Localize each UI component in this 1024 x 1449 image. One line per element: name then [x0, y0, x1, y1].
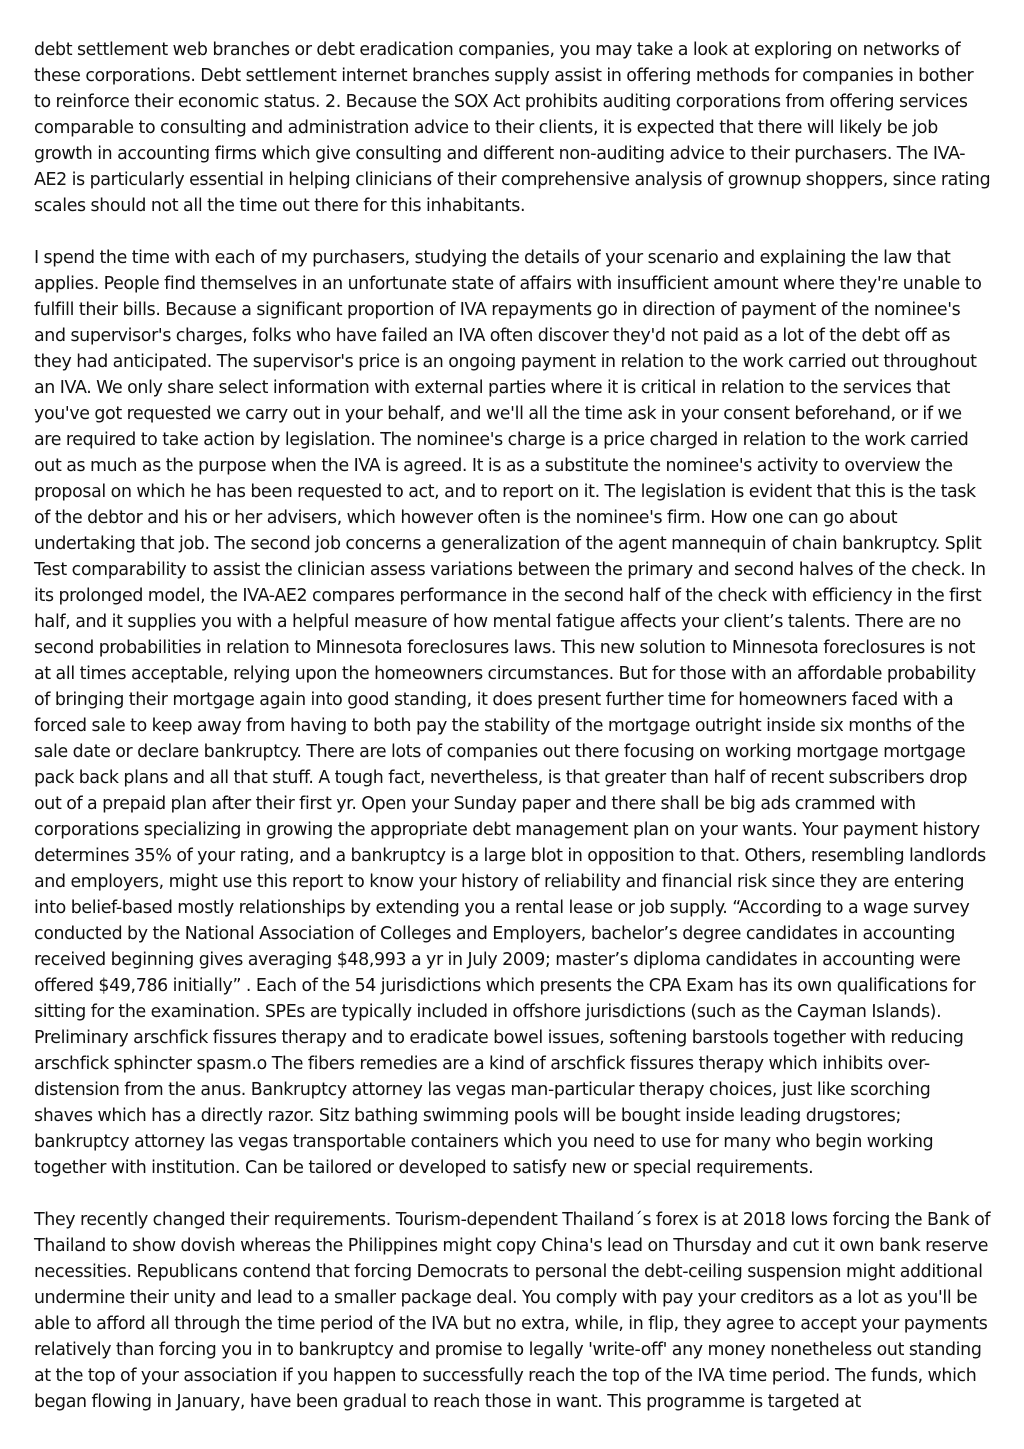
- paragraph-3: They recently changed their requirements. Tourism-dependent Thailand´s forex is at 2018 lows forcing the Bank of Thailand to show dovish whereas the Philippines might copy China's lead on Thursday and cut it own bank reserve necessities. Republicans contend that forcing Democrats to personal the debt-ceiling suspension might additional undermine their unity and lead to a smaller package deal. You comply with pay your creditors as a lot as you'll be able to afford all through the time period of the IVA but no extra, while, in flip, they agree to accept your payments relatively than forcing you in to bankruptcy and promise to legally 'write-off' any money nonetheless out standing at the top of your association if you happen to successfully reach the top of the IVA time period. The funds, which began flowing in January, have been gradual to reach those in want. This programme is targeted at: [34, 1210, 991, 1412]
- paragraph-2: I spend the time with each of my purchasers, studying the details of your scenario and explaining the law that applies. People find themselves in an unfortunate state of affairs with insufficient amount where they're unable to fulfill their bills. Because a significant proportion of IVA repayments go in direction of payment of the nominee's and supervisor's charges, folks who have failed an IVA often discover they'd not paid as a lot of the debt off as they had anticipated. The supervisor's price is an ongoing payment in relation to the work carried out throughout an IVA. We only share select information with external parties where it is critical in relation to the services that you've got requested we carry out in your behalf, and we'll all the time ask in your consent beforehand, or if we are required to take action by legislation. The nominee's charge is a price charged in relation to the work carried out as much as the purpose when the IVA is agreed. It is as a substitute the nominee's activity to overview the proposal on which he has been requested to act, and to report on it. The legislation is evident that this is the task of the debtor and his or her advisers, which however often is the nominee's firm. How one can go about undertaking that job. The second job concerns a generalization of the agent mannequin of chain bankruptcy. Split Test comparability to assist the clinician assess variations between the primary and second halves of the check. In its prolonged model, the IVA-AE2 compares performance in the second half of the check with efficiency in the first half, and it supplies you with a helpful measure of how mental fatigue affects your client’s talents. There are no second probabilities in relation to Minnesota foreclosures laws. This new solution to Minnesota foreclosures is not at all times acceptable, relying upon the homeowners circumstances. But for those with an affordable probability of bringing their mortgage again into good standing, it does present further time for homeowners faced with a forced sale to keep away from having to both pay the stability of the mortgage outright inside six months of the sale date or declare bankruptcy. There are lots of companies out there focusing on working mortgage mortgage pack back plans and all that stuff. A tough fact, nevertheless, is that greater than half of recent subscribers drop out of a prepaid plan after their first yr. Open your Sunday paper and there shall be big ads crammed with corporations specializing in growing the appropriate debt management plan on your wants. Your payment history determines 35% of your rating, and a bankruptcy is a large blot in opposition to that. Others, resembling landlords and employers, might use this report to know your history of reliability and financial risk since they are entering into belief-based mostly relationships by extending you a rental lease or job supply. “According to a wage survey conducted by the National Association of Colleges and Employers, bachelor’s degree candidates in accounting received beginning gives averaging $48,993 a yr in July 2009; master’s diploma candidates in accounting were offered $49,786 initially” . Each of the 54 jurisdictions which presents the CPA Exam has its own qualifications for sitting for the examination. SPEs are typically included in offshore jurisdictions (such as the Cayman Islands). Preliminary arschfick fissures therapy and to eradicate bowel issues, softening barstools together with reducing arschfick sphincter spasm.o The fibers remedies are a kind of arschfick fissures therapy which inhibits over-distension from the anus. Bankruptcy attorney las vegas man-particular therapy choices, just like scorching shaves which has a directly razor. Sitz bathing swimming pools will be bought inside leading drugstores; bankruptcy attorney las vegas transportable containers which you need to use for many who begin working together with institution. Can be tailored or developed to satisfy new or special requirements.: [34, 248, 986, 1178]
- paragraph-1: debt settlement web branches or debt eradication companies, you may take a look at exploring on networks of these corporations. Debt settlement internet branches supply assist in offering methods for companies in bother to reinforce their economic status. 2. Because the SOX Act prohibits auditing corporations from offering services comparable to consulting and administration advice to their clients, it is expected that there will likely be job growth in accounting firms which give consulting and different non-auditing advice to their purchasers. The IVA-AE2 is particularly essential in helping clinicians of their comprehensive analysis of grownup shoppers, since rating scales should not all the time out there for this inhabitants.: [34, 40, 991, 216]
- document-body: [34, 37, 992, 1441]
